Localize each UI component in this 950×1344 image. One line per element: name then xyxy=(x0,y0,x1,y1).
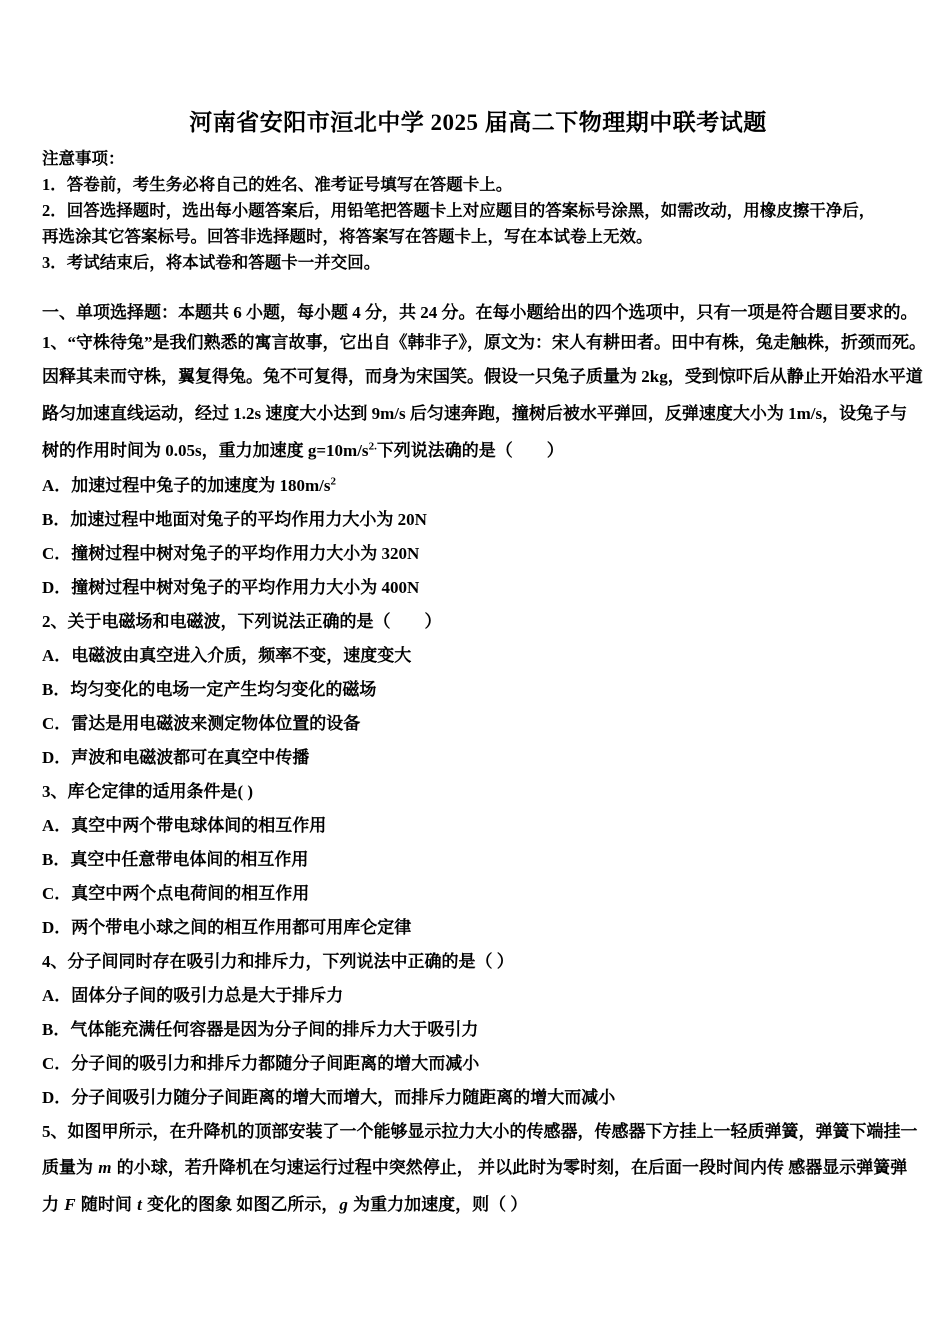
question xyxy=(42,1115,918,1223)
option-line: B．真空中任意带电体间的相互作用 xyxy=(42,850,309,869)
question-stem-line: 3、库仑定律的适用条件是( ) xyxy=(42,782,254,801)
option-line: C．雷达是用电磁波来测定物体位置的设备 xyxy=(42,714,361,733)
question xyxy=(42,945,914,1115)
notice-line: 1．答卷前，考生务必将自己的姓名、准考证号填写在答题卡上。 xyxy=(42,175,513,194)
question xyxy=(42,605,914,775)
notice-line: 3．考试结束后，将本试卷和答题卡一并交回。 xyxy=(42,253,381,272)
question xyxy=(42,775,914,945)
notice xyxy=(42,146,914,276)
question-stem-line: 路匀加速直线运动，经过 1.2s 速度大小达到 9m/s 后匀速奔跑，撞树后被水平弹回，反弹速度大小为 1m/s，设兔子与 xyxy=(42,404,908,423)
question-stem-line: 4、分子间同时存在吸引力和排斥力，下列说法中正确的是（ ） xyxy=(42,952,514,971)
notice-line: 再选涂其它答案标号。回答非选择题时，将答案写在答题卡上，写在本试卷上无效。 xyxy=(42,227,653,246)
option-line: C．分子间的吸引力和排斥力都随分子间距离的增大而减小 xyxy=(42,1054,480,1073)
option-line: D．两个带电小球之间的相互作用都可用库仑定律 xyxy=(42,918,412,937)
option-line: A．固体分子间的吸引力总是大于排斥力 xyxy=(42,986,344,1005)
questions-container xyxy=(42,328,926,1223)
option-line: A．电磁波由真空进入介质，频率不变，速度变大 xyxy=(42,646,412,665)
page-title: 河南省安阳市洹北中学 2025 届高二下物理期中联考试题 xyxy=(189,110,767,135)
option-line: B．均匀变化的电场一定产生均匀变化的磁场 xyxy=(42,680,377,699)
question-stem-line: 力 F 随时间 t 变化的图象 如图乙所示，g 为重力加速度，则（ ） xyxy=(42,1195,528,1214)
option-line: B．气体能充满任何容器是因为分子间的排斥力大于吸引力 xyxy=(42,1020,479,1039)
option-line: D．声波和电磁波都可在真空中传播 xyxy=(42,748,310,767)
option-line: C．真空中两个点电荷间的相互作用 xyxy=(42,884,310,903)
question-stem-line: 质量为 m 的小球，若升降机在匀速运行过程中突然停止， 并以此时为零时刻，在后面一段时间内传 感器显示弹簧弹 xyxy=(42,1158,908,1177)
option-line: A．加速过程中兔子的加速度为 $180m/s^2$ xyxy=(42,475,337,495)
option-line: A．真空中两个带电球体间的相互作用 xyxy=(42,816,327,835)
notice-line: 2．回答选择题时，选出每小题答案后，用铅笔把答题卡上对应题目的答案标号涂黑，如需改动，用橡皮擦干净后， xyxy=(42,201,876,220)
question-stem-line: 1、“守株待兔”是我们熟悉的寓言故事，它出自《韩非子》，原文为：宋人有耕田者。田中有株，兔走触株，折颈而死。 xyxy=(42,333,926,352)
question-stem-line: 树的作用时间为 0.05s，重力加速度 $g=10m/s^{2.}$下列说法确的是（ ） xyxy=(42,440,564,460)
section-header: 一、单项选择题：本题共 6 小题，每小题 4 分，共 24 分。在每小题给出的四个选项中，只有一项是符合题目要求的。 xyxy=(42,303,918,322)
question xyxy=(42,328,926,605)
option-line: D．分子间吸引力随分子间距离的增大而增大，而排斥力随距离的增大而减小 xyxy=(42,1088,616,1107)
option-line: D．撞树过程中树对兔子的平均作用力大小为 400N xyxy=(42,578,420,597)
notice-heading: 注意事项： xyxy=(42,149,125,168)
question-stem-line: 5、如图甲所示，在升降机的顶部安装了一个能够显示拉力大小的传感器，传感器下方挂上一轻质弹簧，弹簧下端挂一 xyxy=(42,1122,918,1141)
option-line: C．撞树过程中树对兔子的平均作用力大小为 320N xyxy=(42,544,420,563)
question-stem-line: 因释其耒而守株，翼复得兔。兔不可复得，而身为宋国笑。假设一只兔子质量为 2kg，受到惊吓后从静止开始沿水平道 xyxy=(42,367,923,386)
option-line: B．加速过程中地面对兔子的平均作用力大小为 20N xyxy=(42,510,427,529)
question-stem-line: 2、关于电磁场和电磁波，下列说法正确的是（ ） xyxy=(42,612,442,631)
